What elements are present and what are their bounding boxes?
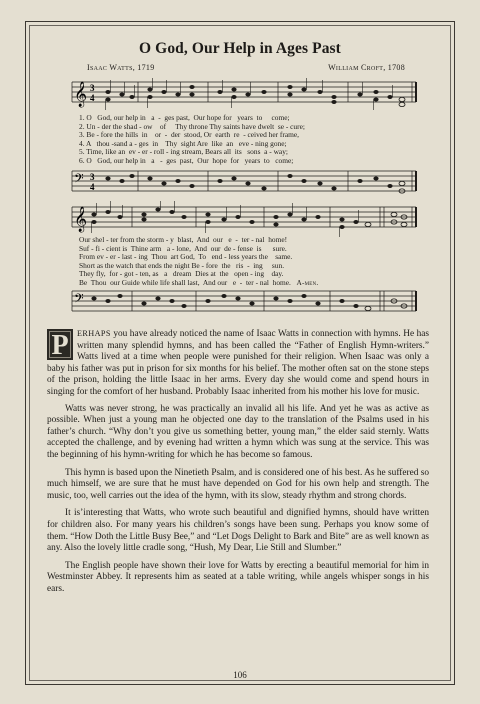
paragraph-2: Watts was never strong, he was practically an invalid all his life. And yet he was as active as possible. When just a young man he objected one day to the translation of the Psalms used in his father’s church. “Why don’t you give us something better, young man,” the elder said sternly. Watts accepted the challenge, and by evening had written a hymn which was sung at the service. This was the beginning of his hymn-writing for which he has become so famous. [47, 403, 429, 460]
amen-label: A-men. [296, 277, 319, 287]
svg-text:𝄞: 𝄞 [74, 82, 88, 107]
lyrics-verses-part2 [79, 236, 413, 288]
hymn-title: O God, Our Help in Ages Past [139, 40, 341, 57]
lyric-line: 2. Un - der the shad - ow of Thy throne Thy saints have dwelt se - cure; [79, 121, 305, 131]
lyric-line: Be Thou our Guide while life shall last, And our e - ter - nal home. [79, 277, 291, 287]
svg-text:𝄢: 𝄢 [74, 291, 84, 309]
paragraph-3: This hymn is based upon the Ninetieth Psalm, and is considered one of his best. As he suffered so much himself, we are sure that he must have depended on God for his own help and strength. The music, too, well carries out the idea of the hymn, with its slow, steady rhythm and strong chords. [47, 467, 429, 501]
paragraph-4: It is’interesting that Watts, who wrote such beautiful and dignified hymns, should have written for children also. For many years his children’s songs have been sung. Perhaps you know some of them. “How Doth the Little Busy Bee,” and “Let Dogs Delight to Bark and Bite” are as well known as any. Also the lovely little cradle song, “Hush, My Dear, Lie Still and Slumber.” [47, 508, 429, 554]
paragraph-1 [47, 328, 429, 399]
paragraph-lead-caps: ERHAPS [77, 329, 111, 338]
music-staff-system2-treble [68, 201, 420, 237]
svg-text:3: 3 [90, 83, 95, 93]
lyric-line: Suf - fi - cient is Thine arm a - lone, And our de - fense is sure. [79, 243, 287, 253]
lyric-line: Short as the watch that ends the night Be - fore the ris - ing sun. [79, 260, 285, 270]
svg-text:4: 4 [90, 93, 95, 103]
lyric-line: Our shel - ter from the storm - y blast, And our e - ter - nal home! [79, 235, 288, 244]
svg-text:𝄢: 𝄢 [74, 171, 84, 189]
music-staff-system1-bass [68, 167, 420, 197]
article-body [47, 328, 429, 595]
lyric-line: 6. O God, our help in a - ges past, Our hope for years to come; [79, 155, 294, 165]
svg-text:𝄞: 𝄞 [74, 207, 88, 232]
lyrics-verses-part1 [79, 114, 413, 166]
paragraph-1-text: you have already noticed the name of Isaac Watts in connection with hymns. He has written many splendid hymns, and has been called the “Father of English Hymn-writers.” Watts lived at a time when people were punished for their religion. When Isaac was only a baby his father was put in prison for six months for his belief. The mother often sat on the stone steps of the prison, holding the little Isaac in her arms. Every day she would come and spend hours in singing for the comfort of her husband. Probably Isaac inherited from his mother his love for music. [47, 329, 429, 397]
lyric-line: 5. Time, like an ev - er - roll - ing stream, Bears all its sons a - way; [79, 147, 288, 157]
lyricist-credit: Isaac Watts, 1719 [87, 63, 155, 72]
lyric-line: They fly, for - got - ten, as a dream Dies at the open - ing day. [79, 269, 284, 279]
music-staff-system2-bass [68, 287, 420, 317]
lyric-line: From ev - er - last - ing Thou art God, To end - less years the same. [79, 252, 293, 262]
dropcap-letter: P [51, 330, 69, 361]
lyric-line: 1. O God, our help in a - ges past, Our hope for years to come; [79, 113, 290, 122]
svg-text:4: 4 [90, 182, 95, 192]
composer-credit: William Croft, 1708 [328, 63, 405, 72]
dropcap-ornament [47, 329, 73, 360]
lyric-line: 3. Be - fore the hills in or - der stood, Or earth re - ceived her frame, [79, 130, 299, 140]
svg-text:3: 3 [90, 172, 95, 182]
paragraph-5: The English people have shown their love for Watts by erecting a beautiful memorial for him in Westminster Abbey. It represents him as seated at a table writing, while angels whisper songs in his ears. [47, 560, 429, 594]
page-number: 106 [233, 670, 247, 680]
lyric-line: 4. A thou -sand a - ges in Thy sight Are like an eve - ning gone; [79, 138, 287, 148]
music-staff-system1-treble [68, 76, 420, 114]
